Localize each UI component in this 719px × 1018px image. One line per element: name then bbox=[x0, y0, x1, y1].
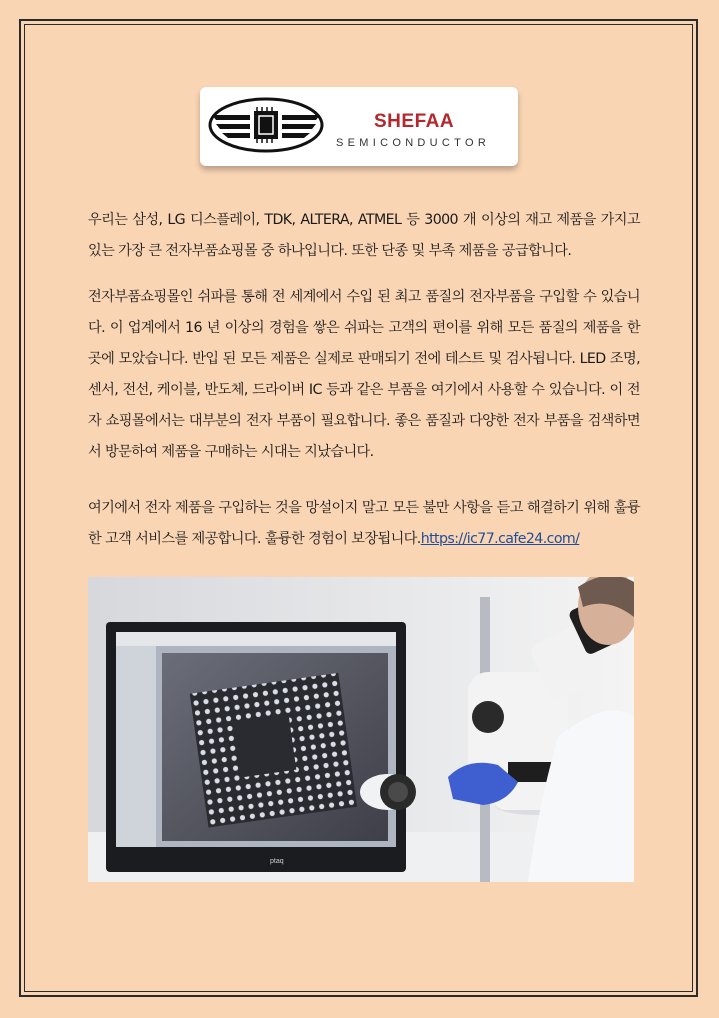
chip-wings-icon bbox=[206, 95, 326, 155]
logo-company-subtitle: SEMICONDUCTOR bbox=[336, 137, 491, 149]
closing-paragraph bbox=[88, 493, 640, 555]
paragraph-3 bbox=[88, 493, 640, 555]
monitor-brand: ptaq bbox=[270, 858, 284, 865]
monitor bbox=[106, 622, 406, 872]
company-logo bbox=[200, 87, 518, 166]
paragraph-2-text: 전자부품쇼핑몰인 쉬파를 통해 전 세계에서 수입 된 최고 품질의 전자부품을 구입할 수 있습니다. 이 업계에서 16 년 이상의 경험을 쌓은 쉬파는 고객의 편이를 위해 모든 품질의 제품을 한 곳에 모았습니다. 반입 된 모든 제품은 실제로 판매되기 전에 테스트 및 검사됩니다. LED 조명, 센서, 전선, 케이블, 반도체, 드라이버 IC 등과 같은 부품을 여기에서 사용할 수 있습니다. 이 전자 쇼핑몰에서는 대부분의 전자 부품이 필요합니다. 좋은 품질과 다양한 전자 부품을 검색하면서 방문하여 제품을 구매하는 시대는 지났습니다. bbox=[88, 289, 640, 460]
microscope-inspection-photo bbox=[88, 577, 634, 882]
shop-link[interactable]: https://ic77.cafe24.com/ bbox=[420, 531, 580, 547]
details-paragraph bbox=[88, 282, 640, 468]
intro-paragraph bbox=[88, 205, 640, 267]
paragraph-3-text: 여기에서 전자 제품을 구입하는 것을 망설이지 말고 모든 불만 사항을 듣고 해결하기 위해 훌륭한 고객 서비스를 제공합니다. 훌륭한 경험이 보장됩니다. bbox=[88, 500, 640, 547]
photo-illustration bbox=[88, 577, 634, 882]
paragraph-1-text: 우리는 삼성, LG 디스플레이, TDK, ALTERA, ATMEL 등 3000 개 이상의 재고 제품을 가지고 있는 가장 큰 전자부품쇼핑몰 중 하나입니다. 또한 단종 및 부족 제품을 공급합니다. bbox=[88, 212, 640, 259]
logo-company-name: SHEFAA bbox=[374, 111, 455, 132]
